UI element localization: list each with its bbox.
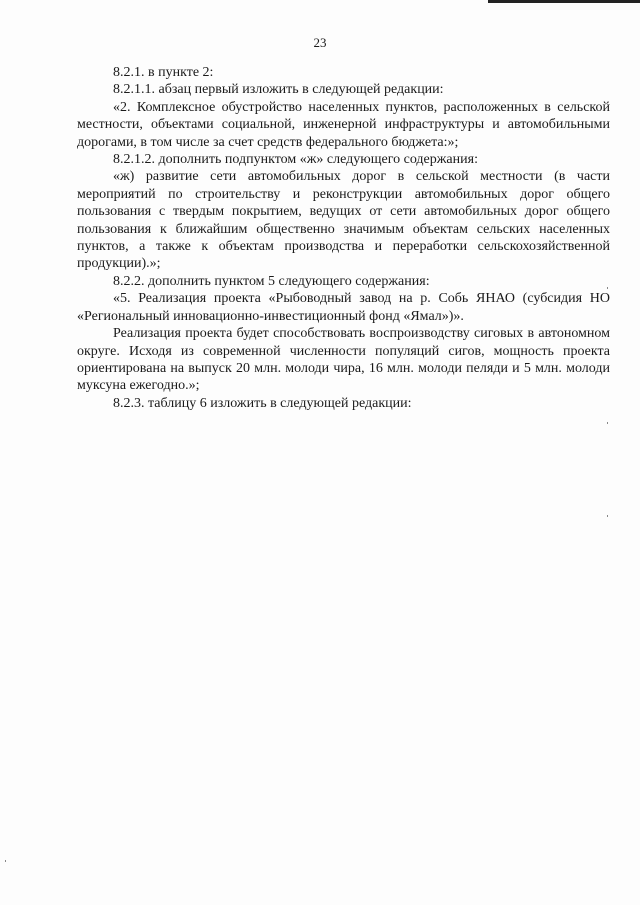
scan-speck — [607, 515, 608, 517]
scan-speck — [607, 422, 608, 424]
paragraph-8-2-1-1: 8.2.1.1. абзац первый изложить в следующей редакции: — [113, 82, 444, 98]
document-body — [77, 64, 610, 412]
scan-speck — [5, 860, 6, 862]
scan-border-line — [488, 0, 640, 3]
scan-speck — [607, 287, 608, 289]
paragraph-quote-zh: «ж) развитие сети автомобильных дорог в сельской местности (в части мероприятий по строительству и реконструкции автомобильных дорог общего пользования с твердым покрытием, ведущих от сети автомобильных дорог общего пользования к ближайшим общественно значимым объектам сельских населенных пунктов, а также к объектам производства и переработки сельскохозяйственной продукции).»; — [77, 169, 610, 272]
paragraph-8-2-2: 8.2.2. дополнить пунктом 5 следующего содержания: — [113, 273, 430, 289]
paragraph-quote-2: «2. Комплексное обустройство населенных пунктов, расположенных в сельской местности, объектами социальной, инженерной инфраструктуры и автомобильными дорогами, в том числе за счет средств федерального бюджета:»; — [77, 99, 610, 150]
paragraph-8-2-1-2: 8.2.1.2. дополнить подпунктом «ж» следующего содержания: — [113, 152, 478, 168]
paragraph-project-description: Реализация проекта будет способствовать воспроизводству сиговых в автономном округе. Исходя из современной численности популяций сигов, мощность проекта ориентирована на выпуск 20 млн. молоди чира, 16 млн. молоди пеляди и 5 млн. молоди муксуна ежегодно.»; — [77, 326, 610, 394]
paragraph-8-2-1: 8.2.1. в пункте 2: — [113, 65, 214, 80]
paragraph-quote-5: «5. Реализация проекта «Рыбоводный завод на р. Собь ЯНАО (субсидия НО «Региональный инновационно-инвестиционный фонд «Ямал»)». — [77, 291, 610, 324]
paragraph-8-2-3: 8.2.3. таблицу 6 изложить в следующей редакции: — [113, 395, 412, 411]
page-number: 23 — [313, 35, 327, 50]
